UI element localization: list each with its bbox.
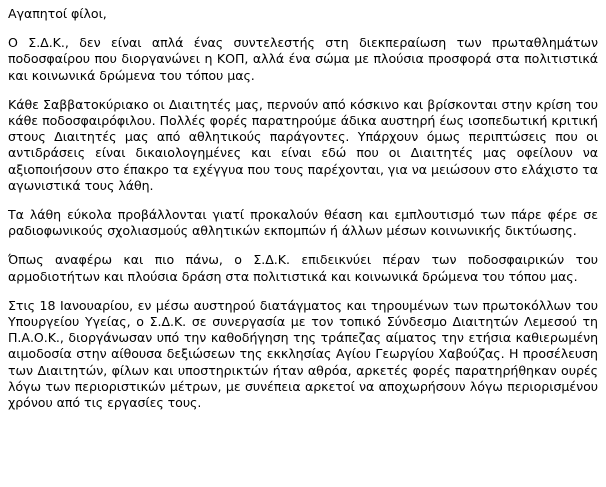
letter-paragraph-3: Τα λάθη εύκολα προβάλλονται γιατί προκαλούν θέαση και εμπλουτισμό των πάρε φέρε σε ραδιοφωνικούς σχολιασμούς αθλητικών εκπομπών ή άλλων μέσων κοινωνικής δικτύωσης. <box>8 207 598 239</box>
letter-greeting: Αγαπητοί φίλοι, <box>8 6 107 21</box>
letter-paragraph-5: Στις 18 Ιανουαρίου, εν μέσω αυστηρού διατάγματος και τηρουμένων των πρωτοκόλλων του Υπουργείου Υγείας, ο Σ.Δ.Κ. σε συνεργασία με τον τοπικό Σύνδεσμο Διαιτητών Λεμεσού τη Π.Α.Ο.Κ., διοργάνωσαν υπό την καθοδήγηση της τράπεζας αίματος την ετήσια καθιερωμένη αιμοδοσία στην αίθουσα δεξιώσεων της εκκλησίας Αγίου Γεωργίου Χαβούζας. Η προσέλευση των Διαιτητών, φίλων και υποστηρικτών ήταν αθρόα, αρκετές φορές παρατηρήθηκαν ουρές λόγω των περιοριστικών μέτρων, με συνέπεια αρκετοί να αποχωρήσουν λόγω περιορισμένου χρόνου από τις εργασίες τους. <box>8 297 598 411</box>
letter-paragraph-2: Κάθε Σαββατοκύριακο οι Διαιτητές μας, περνούν από κόσκινο και βρίσκονται στην κρίση του κάθε ποδοσφαιρόφιλου. Πολλές φορές παρατηρούμε άδικα αυστηρή έως ισοπεδωτική κριτική στους Διαιτητές μας από αθλητικούς παράγοντες. Υπάρχουν όμως περιπτώσεις που οι αντιδράσεις είναι δικαιολογημένες και είναι εδώ που οι Διαιτητές μας οφείλουν να αξιοποιήσουν στο έπακρο τα εχέγγυα που τους παρέχονται, για να μειώσουν στο ελάχιστο τα αγωνιστικά τους λάθη. <box>8 96 598 193</box>
letter-paragraph-4: Όπως αναφέρω και πιο πάνω, ο Σ.Δ.Κ. επιδεικνύει πέραν των ποδοσφαιρικών του αρμοδιοτήτων και πλούσια δράση στα πολιτιστικά και κοινωνικά δρώμενα του τόπου μας. <box>8 252 598 284</box>
letter-paragraph-1: Ο Σ.Δ.Κ., δεν είναι απλά ένας συντελεστής στη διεκπεραίωση των πρωταθλημάτων ποδοσφαίρου που διοργανώνει η ΚΟΠ, αλλά ένα σώμα με πλούσια προσφορά στα πολιτιστικά και κοινωνικά δρώμενα του τόπου μας. <box>8 35 598 83</box>
